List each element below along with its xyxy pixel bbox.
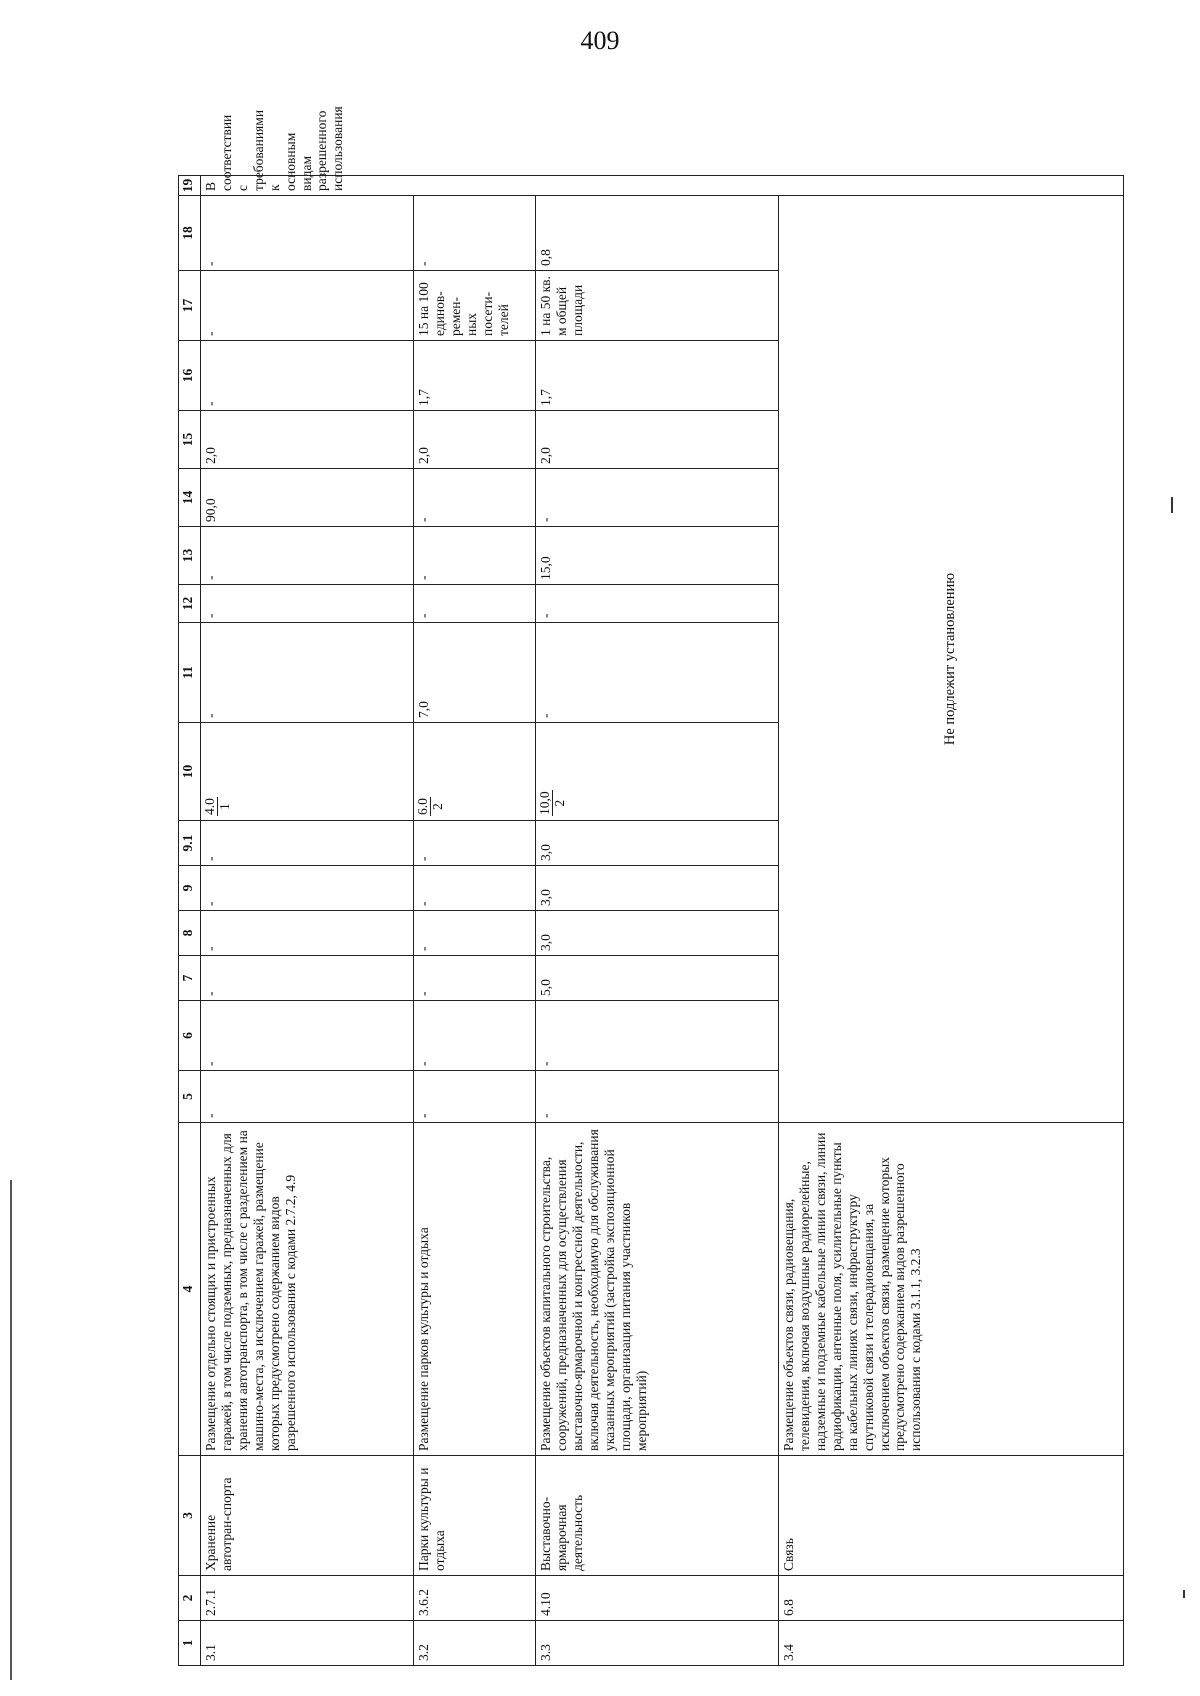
cell-col13: - xyxy=(201,527,414,585)
cell-col15: 2,0 xyxy=(414,411,536,469)
cell-col10 xyxy=(536,723,779,821)
rotated-table-container xyxy=(178,106,1123,1666)
cell-col16: 1,7 xyxy=(536,341,779,411)
cell-col8: - xyxy=(414,911,536,956)
cell-col10 xyxy=(201,723,414,821)
fraction-denominator: 2 xyxy=(552,799,568,807)
header-cell: 10 xyxy=(179,723,201,821)
cell-col14: 90,0 xyxy=(201,469,414,527)
row-name: Парки культуры и отдыха xyxy=(414,1456,536,1576)
cell-col15: 2,0 xyxy=(536,411,779,469)
header-cell: 9.1 xyxy=(179,821,201,866)
cell-col7: 5,0 xyxy=(536,956,779,1001)
fraction xyxy=(416,797,445,816)
header-cell: 19 xyxy=(179,176,201,196)
cell-col12: - xyxy=(536,585,779,623)
cell-col9-1: - xyxy=(414,821,536,866)
cell-col5: - xyxy=(536,1071,779,1123)
cell-col9: - xyxy=(414,866,536,911)
scan-edge-line xyxy=(10,1180,12,1680)
header-cell: 12 xyxy=(179,585,201,623)
table-row xyxy=(779,176,1124,1666)
header-cell: 15 xyxy=(179,411,201,469)
header-cell: 8 xyxy=(179,911,201,956)
table-row xyxy=(201,176,414,1666)
fraction-numerator: 4.0 xyxy=(202,798,217,815)
row-description: Размещение объектов связи, радиовещания, телевидения, включая воздушные радиорелейные, надземные и подземные кабельные линии связи, линии радиофикации, антенные поля, усилительные пункты на кабельных линиях связи, инфраструктуру спутниковой связи и телерадиовещания, за исключением объектов связи, размещение которых предусмотрено содержанием видов разрешенного использования с кодами 3.1.1, 3.2.3 xyxy=(779,1123,1124,1456)
cell-col7: - xyxy=(201,956,414,1001)
fraction-denominator: 1 xyxy=(217,803,233,810)
row-code: 2.7.1 xyxy=(201,1576,414,1621)
cell-col9: - xyxy=(201,866,414,911)
fraction xyxy=(538,790,567,816)
cell-col17: 1 на 50 кв. м общей площади xyxy=(536,271,779,341)
fraction xyxy=(203,797,232,816)
fraction-numerator: 6.0 xyxy=(415,798,430,815)
header-cell: 17 xyxy=(179,271,201,341)
row-number: 3.4 xyxy=(779,1621,1124,1666)
cell-col18: 0,8 xyxy=(536,196,779,271)
row-name: Связь xyxy=(779,1456,1124,1576)
cell-col13: 15,0 xyxy=(536,527,779,585)
row-code: 4.10 xyxy=(536,1576,779,1621)
row-description: Размещение парков культуры и отдыха xyxy=(414,1123,536,1456)
page-number: 409 xyxy=(580,26,620,55)
header-cell: 18 xyxy=(179,196,201,271)
cell-col11: - xyxy=(536,623,779,723)
cell-col6: - xyxy=(536,1001,779,1071)
cell-col16: 1,7 xyxy=(414,341,536,411)
header-cell: 11 xyxy=(179,623,201,723)
cell-col11: - xyxy=(201,623,414,723)
header-cell: 3 xyxy=(179,1456,201,1576)
row-code: 6.8 xyxy=(779,1576,1124,1621)
header-cell: 4 xyxy=(179,1123,201,1456)
cell-col14: - xyxy=(414,469,536,527)
cell-col6: - xyxy=(414,1001,536,1071)
cell-col18: - xyxy=(201,196,414,271)
cell-col9-1: - xyxy=(201,821,414,866)
row-number: 3.2 xyxy=(414,1621,536,1666)
header-cell: 5 xyxy=(179,1071,201,1123)
cell-col14: - xyxy=(536,469,779,527)
row-name: Выставочно-ярмарочная деятельность xyxy=(536,1456,779,1576)
cell-col5: - xyxy=(201,1071,414,1123)
cell-col7: - xyxy=(414,956,536,1001)
cell-col10 xyxy=(414,723,536,821)
cell-col19: В соответствии с требованиями к основным видам разрешенного использования xyxy=(201,176,1124,196)
cell-col6: - xyxy=(201,1001,414,1071)
cell-col11: 7,0 xyxy=(414,623,536,723)
cell-col13: - xyxy=(414,527,536,585)
cell-col8: - xyxy=(201,911,414,956)
table-row xyxy=(536,176,779,1666)
scan-mark xyxy=(1183,1590,1185,1598)
header-cell: 16 xyxy=(179,341,201,411)
header-cell: 14 xyxy=(179,469,201,527)
row-description: Размещение объектов капитального строительства, сооружений, предназначенных для осуществления выставочно-ярмарочной и конгрессной деятельности, включая деятельность, необходимую для обслуживания указанных мероприятий (застройка экспозиционной площади, организация питания участников мероприятий) xyxy=(536,1123,779,1456)
header-cell: 1 xyxy=(179,1621,201,1666)
cell-col16: - xyxy=(201,341,414,411)
merged-not-applicable-cell: Не подлежит установлению xyxy=(779,196,1124,1123)
header-row xyxy=(179,176,201,1666)
fraction-denominator: 2 xyxy=(430,803,446,810)
cell-col17: 15 на 100 единов-ремен-ных посети-телей xyxy=(414,271,536,341)
row-code: 3.6.2 xyxy=(414,1576,536,1621)
row-number: 3.3 xyxy=(536,1621,779,1666)
header-cell: 13 xyxy=(179,527,201,585)
cell-col8: 3,0 xyxy=(536,911,779,956)
header-cell: 2 xyxy=(179,1576,201,1621)
cell-col12: - xyxy=(201,585,414,623)
header-cell: 7 xyxy=(179,956,201,1001)
header-cell: 9 xyxy=(179,866,201,911)
fraction-numerator: 10,0 xyxy=(537,791,552,815)
cell-col5: - xyxy=(414,1071,536,1123)
cell-col15: 2,0 xyxy=(201,411,414,469)
land-use-regulations-table xyxy=(178,106,1124,1666)
row-description: Размещение отдельно стоящих и пристроенных гаражей, в том числе подземных, предназначенных для хранения автотранспорта, в том числе с разделением на машино-места, за исключением гаражей, размещение которых предусмотрено содержанием видов разрешенного использования с кодами 2.7.2, 4.9 xyxy=(201,1123,414,1456)
row-name: Хранение автотран-спорта xyxy=(201,1456,414,1576)
cell-col9-1: 3,0 xyxy=(536,821,779,866)
table-row xyxy=(414,176,536,1666)
scan-mark xyxy=(1171,497,1173,513)
header-cell: 6 xyxy=(179,1001,201,1071)
cell-col18: - xyxy=(414,196,536,271)
cell-col9: 3,0 xyxy=(536,866,779,911)
cell-col12: - xyxy=(414,585,536,623)
row-number: 3.1 xyxy=(201,1621,414,1666)
cell-col17: - xyxy=(201,271,414,341)
